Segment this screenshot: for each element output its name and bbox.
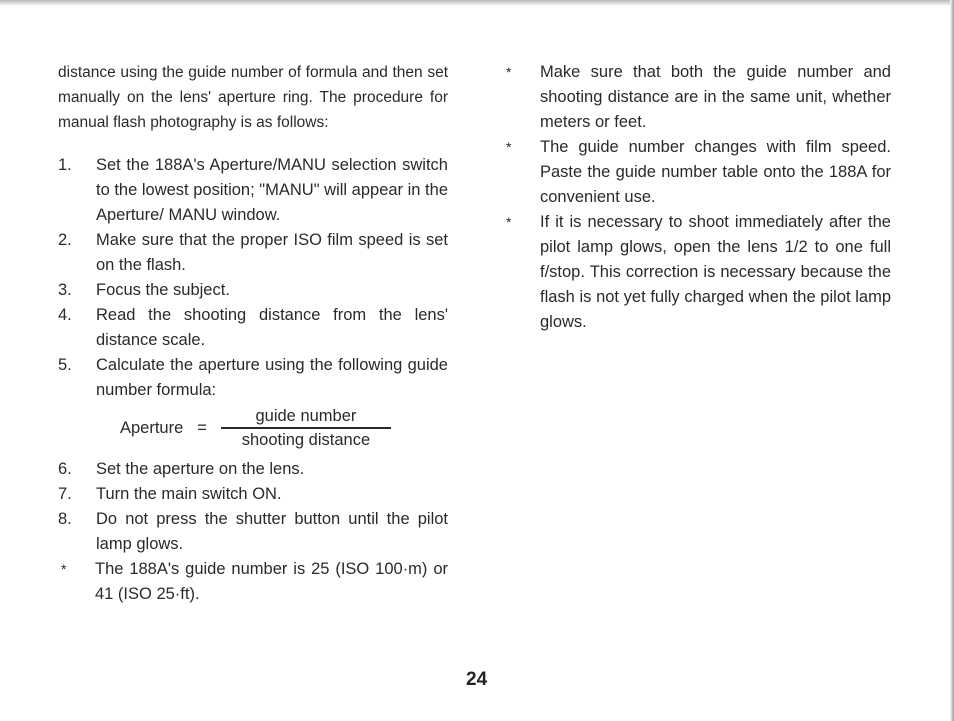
intro-paragraph: distance using the guide number of formula and then set manually on the lens' aperture ring. The procedure for manual flash photography is as follows: (58, 64, 448, 131)
step-text: Focus the subject. (96, 281, 230, 299)
note-text: If it is necessary to shoot immediately after the pilot lamp glows, open the lens 1/2 to one full f/stop. This correction is necessary because the flash is not yet fully charged when the pilot lamp glows. (540, 213, 891, 331)
step-text: Turn the main switch ON. (96, 485, 282, 503)
page-right-edge (950, 0, 954, 721)
step-1 (58, 153, 448, 228)
step-number: 2. (58, 231, 72, 249)
step-number: 5. (58, 356, 72, 374)
step-6 (58, 457, 448, 482)
note-asterisk: * (61, 561, 67, 577)
note-pilot-lamp (503, 210, 891, 335)
note-text: The guide number changes with film speed. Paste the guide number table onto the 188A for convenient use. (540, 138, 891, 206)
formula-denominator: shooting distance (241, 430, 371, 449)
left-column (58, 60, 448, 607)
note-asterisk: * (506, 139, 512, 155)
formula-equals: = (197, 418, 207, 437)
note-film-speed (503, 135, 891, 210)
formula-numerator: guide number (255, 407, 357, 426)
step-text: Set the aperture on the lens. (96, 460, 305, 478)
step-text: Calculate the aperture using the following guide number formula: (96, 356, 448, 399)
note-text: The 188A's guide number is 25 (ISO 100·m) or 41 (ISO 25·ft). (95, 560, 448, 603)
procedure-steps-continued (58, 457, 448, 607)
note-units (503, 60, 891, 135)
guide-number-note (58, 557, 448, 607)
step-3 (58, 278, 448, 303)
formula-fraction (221, 405, 391, 451)
step-number: 3. (58, 281, 72, 299)
step-text: Set the 188A's Aperture/MANU selection switch to the lowest position; "MANU" will appear in the Aperture/ MANU window. (96, 156, 448, 224)
page-top-edge (0, 0, 954, 6)
step-text: Read the shooting distance from the lens' distance scale. (96, 306, 448, 349)
page-number: 24 (466, 669, 488, 690)
aperture-formula (120, 403, 448, 453)
step-7 (58, 482, 448, 507)
step-4 (58, 303, 448, 353)
formula-label: Aperture (120, 418, 184, 437)
step-text: Do not press the shutter button until the pilot lamp glows. (96, 510, 448, 553)
note-asterisk: * (506, 64, 512, 80)
note-text: Make sure that both the guide number and shooting distance are in the same unit, whether meters or feet. (540, 63, 891, 131)
step-text: Make sure that the proper ISO film speed is set on the flash. (96, 231, 448, 274)
step-number: 6. (58, 460, 72, 478)
step-number: 8. (58, 510, 72, 528)
procedure-steps (58, 153, 448, 403)
step-number: 7. (58, 485, 72, 503)
notes-list (503, 60, 891, 335)
step-2 (58, 228, 448, 278)
step-number: 1. (58, 156, 72, 174)
note-asterisk: * (506, 214, 512, 230)
step-number: 4. (58, 306, 72, 324)
step-8 (58, 507, 448, 557)
step-5 (58, 353, 448, 403)
right-column (503, 60, 891, 335)
